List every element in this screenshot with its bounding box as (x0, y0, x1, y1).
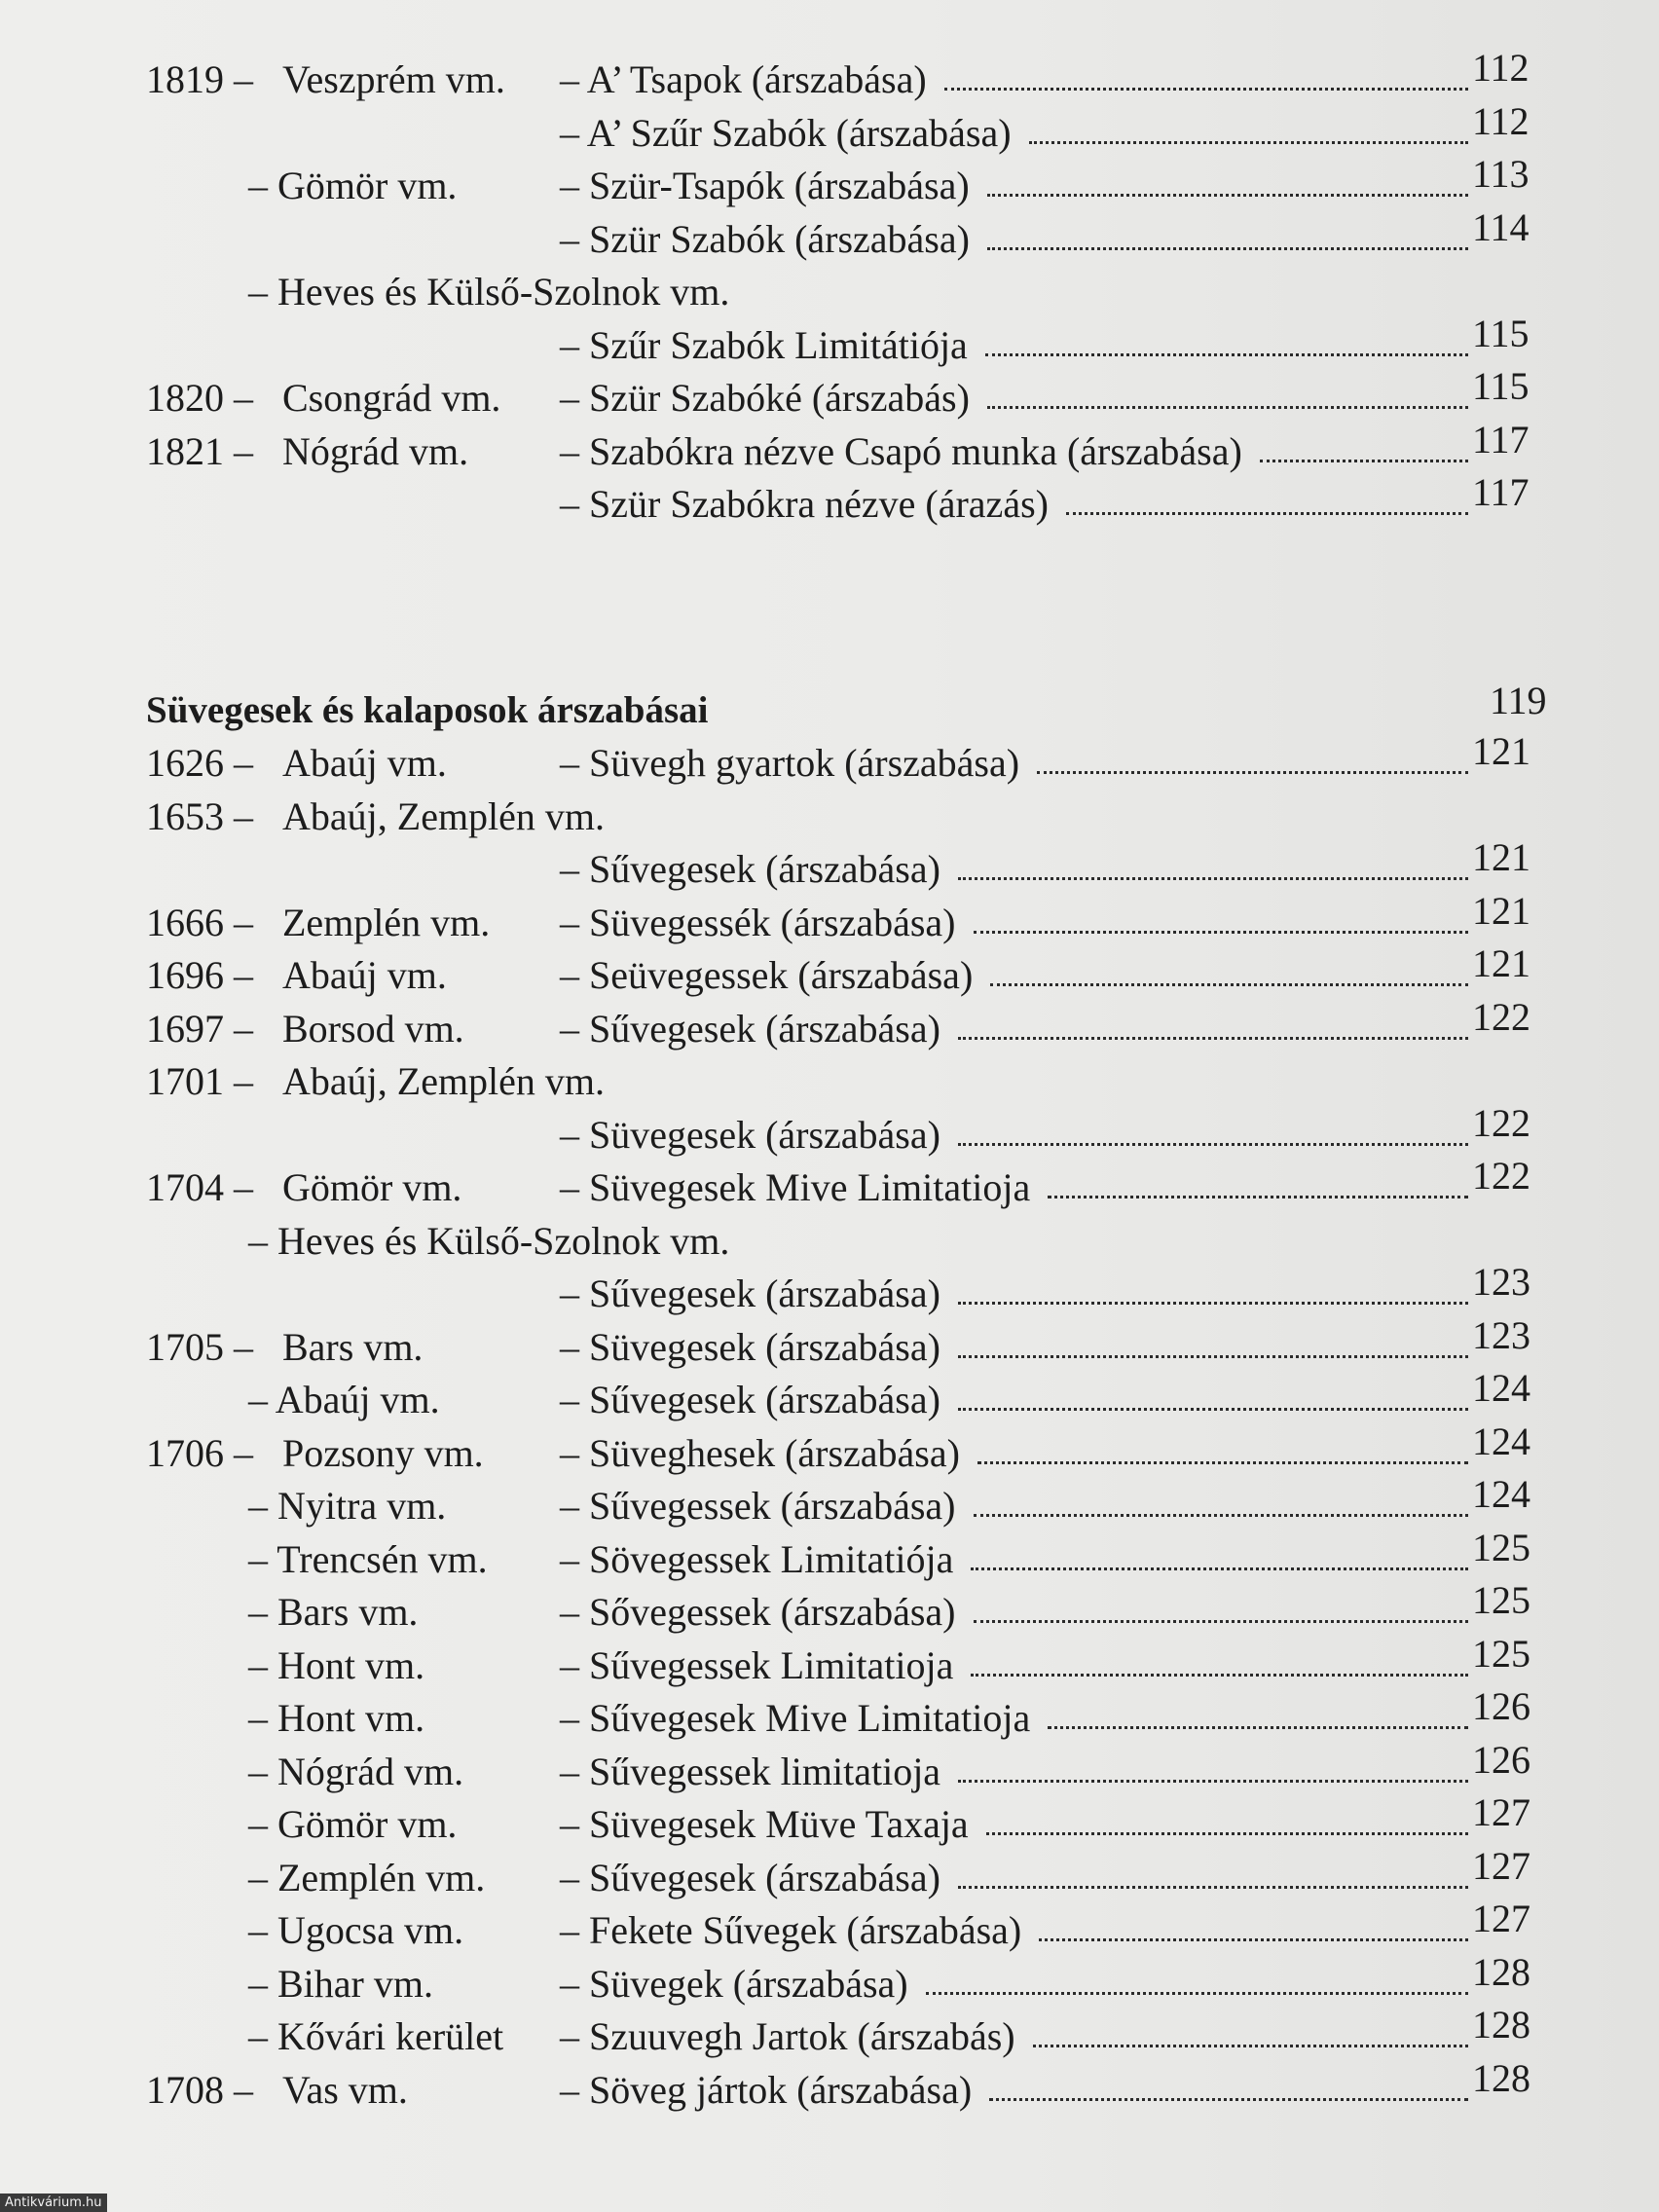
dot-leader (974, 931, 1468, 934)
entry-page-number: 127 (1472, 1790, 1530, 1834)
toc-entry (0, 1058, 1659, 1105)
toc-entry (0, 729, 1659, 787)
toc-entry (0, 1260, 1659, 1317)
entry-page-number: 112 (1472, 98, 1530, 143)
entry-year: 1666 – (146, 900, 253, 944)
entry-page-number: 115 (1472, 364, 1530, 408)
entry-year: 1820 – (146, 376, 253, 420)
entry-description: – Süvegessék (árszabása) (560, 900, 956, 944)
toc-entry (0, 470, 1659, 528)
entry-page-number: 122 (1472, 1100, 1530, 1145)
entry-county: – Trencsén vm. (248, 1536, 488, 1581)
entry-county: – Gömör vm. (248, 1802, 458, 1846)
dot-leader (944, 88, 1468, 91)
toc-entry (0, 1790, 1659, 1848)
toc-entry (0, 204, 1659, 263)
entry-year: 1704 – (146, 1165, 253, 1209)
toc-entry (0, 1472, 1659, 1530)
entry-description: – Süvegesek (árszabása) (560, 1112, 940, 1157)
entry-page-number: 128 (1472, 2055, 1530, 2100)
entry-county: Pozsony vm. (282, 1430, 484, 1475)
entry-year: 1821 – (146, 428, 253, 473)
entry-page-number: 126 (1472, 1684, 1530, 1728)
entry-page-number: 112 (1472, 46, 1530, 90)
dot-leader (974, 1514, 1468, 1517)
entry-description: – Szür-Tsapók (árszabása) (560, 164, 970, 207)
entry-description: – Süvegesek Mive Limitatioja (560, 1165, 1031, 1209)
dot-leader (1260, 460, 1468, 462)
entry-county: Abaúj, Zemplén vm. (282, 1059, 606, 1103)
entry-page-number: 123 (1472, 1312, 1530, 1357)
entry-page-number: 121 (1472, 941, 1530, 985)
dot-leader (1048, 1196, 1468, 1198)
dot-leader (958, 1037, 1468, 1040)
entry-description: – Süveghesek (árszabása) (560, 1430, 960, 1475)
dot-leader (986, 1832, 1468, 1835)
dot-leader (958, 1408, 1468, 1411)
entry-county: Bars vm. (282, 1324, 424, 1369)
toc-entry (0, 1949, 1659, 2008)
entry-description: – Szür Szabók (árszabása) (560, 216, 970, 261)
section-heading-page-number: 119 (1490, 679, 1547, 722)
entry-description: – Szűr Szabók Limitátiója (560, 322, 968, 367)
entry-page-number: 123 (1472, 1260, 1530, 1304)
toc-entry (0, 152, 1659, 209)
watermark: Antikvárium.hu (0, 2194, 107, 2212)
dot-leader (1048, 1726, 1468, 1729)
dot-leader (958, 1355, 1468, 1358)
entry-county: – Heves és Külső-Szolnok vm. (248, 270, 730, 313)
entry-year: 1653 – (146, 793, 253, 838)
dot-leader (974, 1620, 1468, 1623)
entry-page-number: 114 (1472, 204, 1530, 249)
entry-page-number: 122 (1472, 994, 1530, 1039)
entry-page-number: 127 (1472, 1843, 1530, 1888)
entry-county: Zemplén vm. (282, 900, 491, 944)
dot-leader (958, 1780, 1468, 1783)
entry-description: – Szabókra nézve Csapó munka (árszabása) (560, 428, 1242, 473)
entry-county: – Nyitra vm. (248, 1484, 447, 1528)
toc-entry (0, 1366, 1659, 1423)
toc-entry (0, 1684, 1659, 1742)
entry-description: – Süvegesek Müve Taxaja (560, 1802, 969, 1846)
entry-description: – Sővegessek (árszabása) (560, 1590, 956, 1634)
entry-description: – Sűvegesek (árszabása) (560, 1272, 940, 1315)
dot-leader (958, 1886, 1468, 1889)
entry-page-number: 121 (1472, 888, 1530, 933)
toc-entry (0, 364, 1659, 422)
entry-description: – Sűvegesek (árszabása) (560, 847, 940, 891)
entry-description: – Söveg jártok (árszabása) (560, 2067, 973, 2112)
entry-page-number: 127 (1472, 1897, 1530, 1940)
entry-description: – Süvegh gyartok (árszabása) (560, 741, 1020, 785)
entry-description: – Sűvegesek (árszabása) (560, 1378, 940, 1421)
entry-description: – Sűvegessek limitatioja (560, 1749, 941, 1793)
entry-county: – Hont vm. (248, 1642, 425, 1687)
toc-entry (0, 417, 1659, 475)
dot-leader (987, 247, 1468, 250)
entry-description: – Szuuvegh Jartok (árszabás) (560, 2014, 1015, 2058)
entry-page-number: 117 (1472, 417, 1530, 461)
entry-description: – Sűvegessek (árszabása) (560, 1484, 956, 1528)
entry-page-number: 124 (1472, 1419, 1530, 1463)
toc-entry (0, 1312, 1659, 1371)
entry-county: – Nógrád vm. (248, 1749, 464, 1793)
entry-county: Nógrád vm. (282, 428, 469, 473)
entry-year: 1626 – (146, 741, 253, 785)
entry-description: – Seüvegessek (árszabása) (560, 953, 974, 997)
entry-page-number: 125 (1472, 1578, 1530, 1622)
entry-year: 1705 – (146, 1324, 253, 1369)
entry-county: – Kővári kerület (248, 2014, 504, 2058)
toc-entry (0, 311, 1659, 369)
toc-entry (0, 269, 1659, 315)
entry-county: Gömör vm. (282, 1165, 462, 1209)
toc-entry (0, 1737, 1659, 1795)
toc-entry (0, 2055, 1659, 2114)
dot-leader (926, 1992, 1468, 1995)
entry-year: 1696 – (146, 953, 253, 997)
entry-description: – Sűvegesek Mive Limitatioja (560, 1696, 1031, 1740)
toc-entry (0, 98, 1659, 157)
entry-description: – Sövegessek Limitatiója (560, 1536, 954, 1581)
toc-entry (0, 1578, 1659, 1636)
dot-leader (989, 2098, 1468, 2101)
entry-page-number: 128 (1472, 1949, 1530, 1994)
dot-leader (987, 406, 1468, 409)
dot-leader (1029, 141, 1468, 144)
entry-page-number: 115 (1472, 311, 1530, 355)
dot-leader (987, 194, 1468, 197)
entry-description: – A’ Szűr Szabók (árszabása) (560, 110, 1012, 155)
entry-county: – Hont vm. (248, 1696, 425, 1740)
entry-county: Veszprém vm. (282, 57, 505, 101)
dot-leader (977, 1461, 1468, 1464)
dot-leader (1033, 2045, 1468, 2047)
entry-county: – Gömör vm. (248, 164, 458, 207)
toc-entry (0, 1843, 1659, 1901)
dot-leader (990, 983, 1468, 986)
entry-page-number: 126 (1472, 1737, 1530, 1782)
entry-description: – Sűvegessek Limitatioja (560, 1642, 954, 1687)
dot-leader (985, 353, 1468, 356)
dot-leader (1066, 512, 1468, 515)
entry-year: 1819 – (146, 57, 253, 101)
entry-page-number: 113 (1472, 152, 1530, 196)
entry-page-number: 125 (1472, 1631, 1530, 1676)
entry-description: – Süvegesek (árszabása) (560, 1324, 940, 1369)
entry-county: – Abaúj vm. (248, 1378, 440, 1421)
toc-entry (0, 1897, 1659, 1954)
dot-leader (971, 1567, 1468, 1570)
entry-county: Borsod vm. (282, 1006, 464, 1051)
entry-description: – Szür Szabóké (árszabás) (560, 376, 970, 420)
entry-description: – Sűvegesek (árszabása) (560, 1006, 940, 1051)
toc-entry (0, 835, 1659, 893)
dot-leader (1039, 1938, 1468, 1941)
toc-entry (0, 46, 1659, 103)
entry-description: – Fekete Sűvegek (árszabása) (560, 1908, 1022, 1952)
toc-entry (0, 793, 1659, 840)
entry-county: Csongrád vm. (282, 376, 501, 420)
entry-county: Vas vm. (282, 2067, 408, 2112)
entry-county: – Bihar vm. (248, 1961, 433, 2006)
toc-entry (0, 1100, 1659, 1159)
entry-year: 1706 – (146, 1430, 253, 1475)
entry-description: – Sűvegesek (árszabása) (560, 1855, 940, 1899)
toc-entry (0, 1525, 1659, 1583)
entry-county: – Heves és Külső-Szolnok vm. (248, 1218, 730, 1263)
entry-county: – Ugocsa vm. (248, 1908, 464, 1952)
toc-entry (0, 1631, 1659, 1689)
entry-page-number: 121 (1472, 729, 1530, 773)
toc-entry (0, 1154, 1659, 1211)
entry-county: Abaúj vm. (282, 741, 447, 785)
entry-county: Abaúj vm. (282, 953, 447, 997)
entry-page-number: 117 (1472, 470, 1530, 514)
entry-description: – Szür Szabókra nézve (árazás) (560, 482, 1049, 526)
entry-year: 1697 – (146, 1006, 253, 1051)
entry-year: 1701 – (146, 1059, 253, 1103)
toc-entry (0, 941, 1659, 999)
entry-page-number: 124 (1472, 1366, 1530, 1410)
dot-leader (1037, 771, 1468, 774)
entry-county: – Bars vm. (248, 1590, 419, 1634)
entry-description: – A’ Tsapok (árszabása) (560, 57, 927, 101)
entry-page-number: 122 (1472, 1154, 1530, 1198)
toc-entry (0, 994, 1659, 1052)
entry-year: 1708 – (146, 2067, 253, 2112)
toc-entry (0, 1218, 1659, 1265)
toc-entry (0, 1419, 1659, 1477)
entry-page-number: 121 (1472, 835, 1530, 879)
entry-page-number: 125 (1472, 1525, 1530, 1569)
entry-description: – Süvegek (árszabása) (560, 1961, 908, 2006)
entry-page-number: 128 (1472, 2003, 1530, 2046)
dot-leader (971, 1674, 1468, 1677)
entry-page-number: 124 (1472, 1472, 1530, 1516)
dot-leader (958, 1302, 1468, 1305)
section-heading: Süvegesek és kalaposok árszabásai (146, 689, 709, 731)
toc-entry (0, 888, 1659, 946)
dot-leader (958, 877, 1468, 880)
dot-leader (958, 1143, 1468, 1146)
entry-county: Abaúj, Zemplén vm. (282, 793, 606, 838)
toc-entry (0, 2003, 1659, 2060)
entry-county: – Zemplén vm. (248, 1855, 486, 1899)
